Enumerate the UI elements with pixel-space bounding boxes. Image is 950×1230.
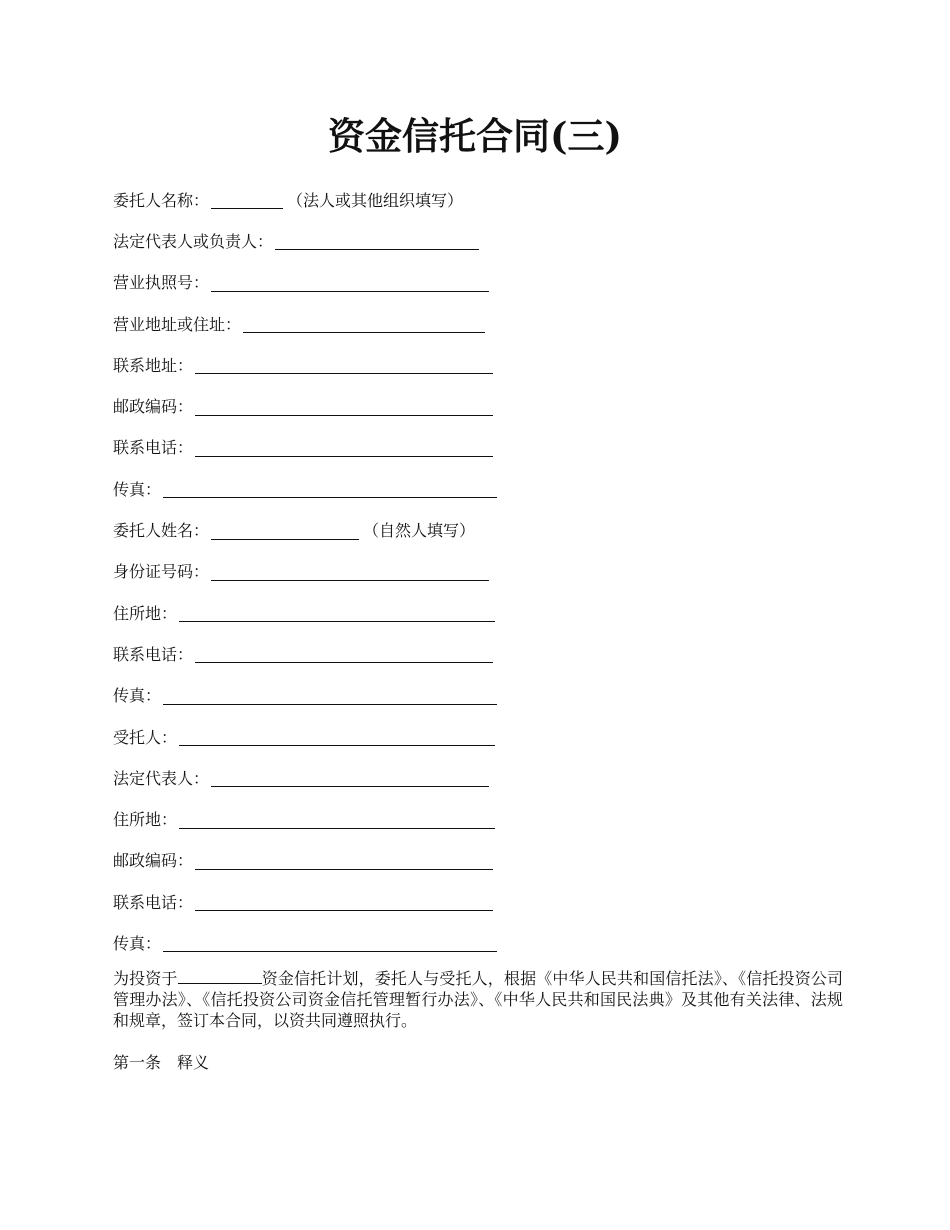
fill-in-blank[interactable] [195, 440, 493, 457]
preamble-paragraph [113, 968, 843, 1031]
fill-in-blank[interactable] [163, 688, 497, 705]
party-info-fields [113, 180, 853, 965]
field-label: 法定代表人： [113, 768, 210, 788]
fill-in-blank[interactable] [243, 316, 485, 333]
field-legal-representative [113, 758, 853, 799]
field-label: 联系电话： [113, 438, 194, 458]
field-label: 营业地址或住址： [113, 314, 242, 334]
field-contact-address [113, 345, 853, 386]
fill-in-blank[interactable] [211, 275, 489, 292]
field-fax [113, 676, 853, 717]
field-postal-code [113, 386, 853, 427]
field-label: 联系电话： [113, 892, 194, 912]
field-label: 住所地： [113, 810, 178, 830]
field-label: 邮政编码： [113, 851, 194, 871]
document-title: 资金信托合同(三) [327, 114, 622, 158]
fill-in-blank[interactable] [195, 646, 493, 663]
fill-in-blank[interactable] [163, 935, 497, 952]
article-heading: 第一条 释义 [113, 1053, 210, 1072]
field-entrustor-name [113, 180, 853, 221]
field-label: 住所地： [113, 603, 178, 623]
field-business-address [113, 304, 853, 345]
field-trustee [113, 717, 853, 758]
field-postal-code [113, 841, 853, 882]
field-legal-rep-or-principal [113, 221, 853, 262]
field-phone [113, 428, 853, 469]
fill-in-blank[interactable] [211, 192, 283, 209]
fill-in-blank[interactable] [179, 729, 495, 746]
field-label: 传真： [113, 933, 162, 953]
field-business-license-no [113, 263, 853, 304]
field-fax [113, 923, 853, 964]
field-label: 身份证号码： [113, 562, 210, 582]
field-label: 传真： [113, 686, 162, 706]
field-note: （自然人填写） [363, 521, 476, 541]
fill-in-blank[interactable] [211, 523, 359, 540]
fill-in-blank[interactable] [179, 605, 495, 622]
field-phone [113, 882, 853, 923]
preamble-body: 资金信托计划，委托人与受托人，根据《中华人民共和国信托法》、《信托投资公司管理办法》、《信托投资公司资金信托管理暂行办法》、《中华人民共和国民法典》及其他有关法律、法规和规章，签订本合同，以资共同遵照执行。 [113, 969, 843, 1030]
field-phone [113, 634, 853, 675]
preamble-prefix: 为投资于 [113, 969, 178, 988]
field-label: 营业执照号： [113, 273, 210, 293]
fill-in-blank[interactable] [195, 894, 493, 911]
field-fax [113, 469, 853, 510]
field-id-number [113, 552, 853, 593]
field-label: 委托人姓名： [113, 521, 210, 541]
field-label: 委托人名称： [113, 190, 210, 210]
fill-in-blank[interactable] [211, 564, 489, 581]
fill-in-blank[interactable] [275, 233, 479, 250]
field-domicile [113, 593, 853, 634]
field-label: 邮政编码： [113, 397, 194, 417]
field-label: 联系电话： [113, 644, 194, 664]
field-label: 受托人： [113, 727, 178, 747]
field-note: （法人或其他组织填写） [287, 190, 464, 210]
fill-in-blank[interactable] [211, 770, 489, 787]
field-entrustor-person-name [113, 510, 853, 551]
field-domicile [113, 799, 853, 840]
fill-in-blank[interactable] [195, 357, 493, 374]
fill-in-blank[interactable] [179, 812, 495, 829]
field-label: 联系地址： [113, 355, 194, 375]
field-label: 法定代表人或负责人： [113, 231, 274, 251]
fill-in-blank[interactable] [195, 853, 493, 870]
field-label: 传真： [113, 479, 162, 499]
fill-in-blank[interactable] [195, 399, 493, 416]
trust-plan-name-blank[interactable] [178, 968, 262, 984]
fill-in-blank[interactable] [163, 481, 497, 498]
